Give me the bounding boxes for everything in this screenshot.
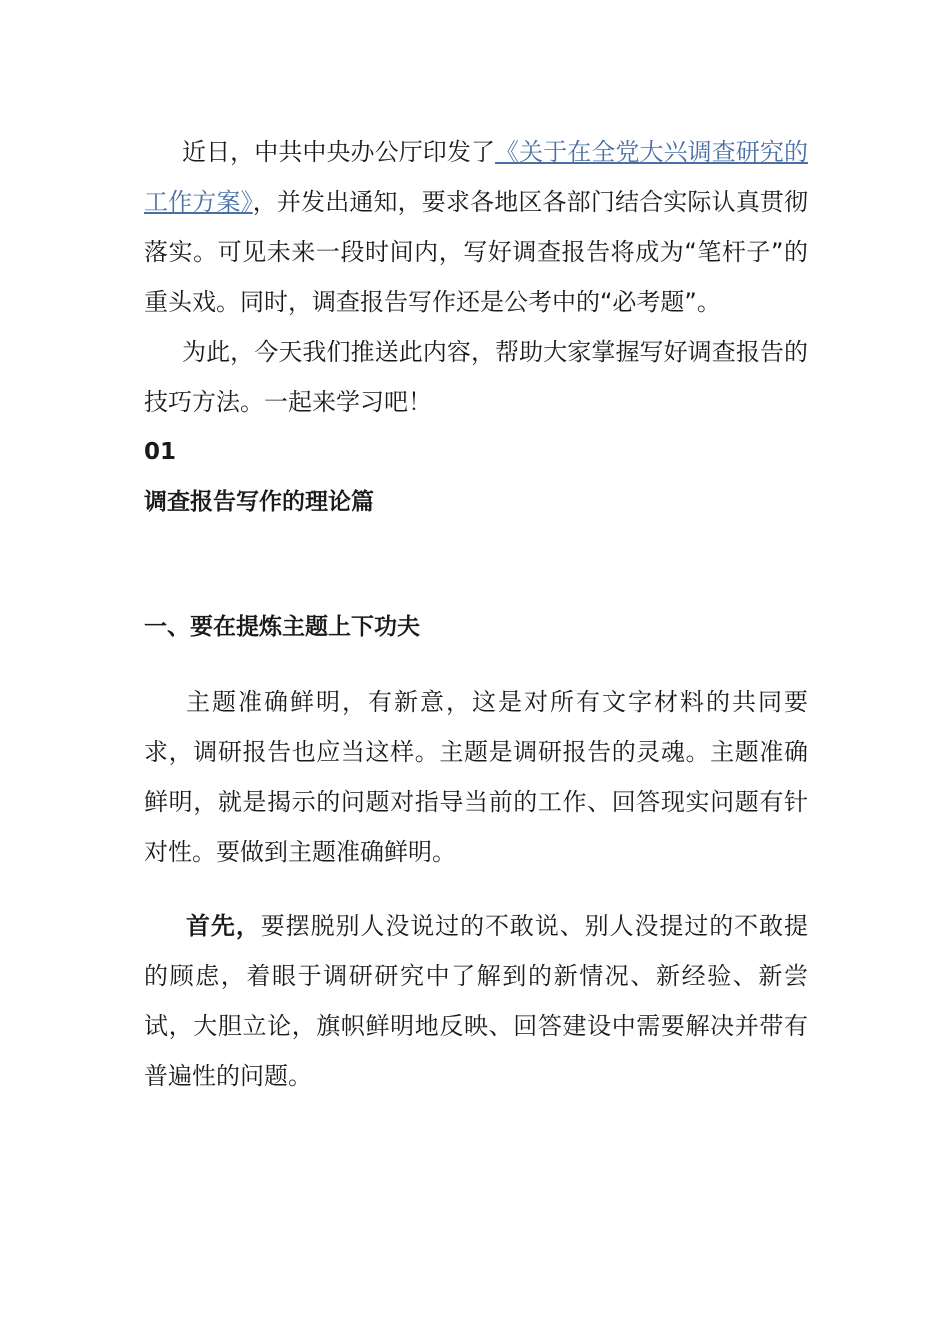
first-point-text: 要摆脱别人没说过的不敢说、别人没提过的不敢提的顾虑，着眼于调研研究中了解到的新情况、新经验、新尝试，大胆立论，旗帜鲜明地反映、回答建设中需要解决并带有普遍性的问题。 bbox=[144, 912, 808, 1090]
intro-paragraph-1-suffix: ，并发出通知，要求各地区各部门结合实际认真贯彻落实。可见未来一段时间内，写好调查报告将成为“笔杆子”的重头戏。同时，调查报告写作还是公考中的“必考题”。 bbox=[144, 188, 809, 316]
section-title: 调查报告写作的理论篇 bbox=[144, 489, 374, 515]
part1-paragraph-2 bbox=[144, 901, 808, 1101]
document-body bbox=[144, 127, 808, 1101]
section-number: 01 bbox=[144, 439, 177, 465]
intro-paragraph-1-prefix: 近日，中共中央办公厅印发了 bbox=[182, 138, 496, 166]
intro-paragraph-1 bbox=[144, 127, 808, 327]
part1-heading: 一、要在提炼主题上下功夫 bbox=[144, 614, 420, 640]
intro-paragraph-2: 为此，今天我们推送此内容，帮助大家掌握写好调查报告的技巧方法。一起来学习吧！ bbox=[144, 338, 808, 416]
work-plan-link[interactable]: 《关于在全党大兴调查研究的工作方案》 bbox=[144, 138, 809, 216]
first-point-label: 首先， bbox=[186, 912, 261, 940]
part1-paragraph-1: 主题准确鲜明，有新意，这是对所有文字材料的共同要求，调研报告也应当这样。主题是调研报告的灵魂。主题准确鲜明，就是揭示的问题对指导当前的工作、回答现实问题有针对性。要做到主题准确鲜明。 bbox=[144, 688, 808, 866]
